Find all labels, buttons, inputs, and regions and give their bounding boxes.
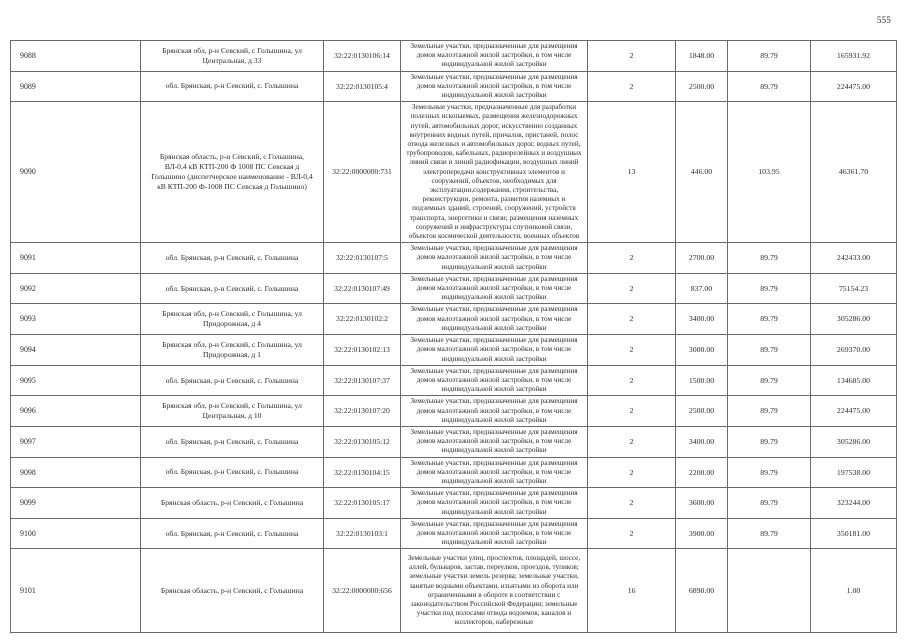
- row-number: 9094: [11, 335, 141, 366]
- permitted-use: Земельные участки, предназначенные для разработки полезных ископаемых, размещения железнодорожных путей, автомобильных дорог, искусственно созданных внутренних водных путей, причалов, пристаней, полос отвода железных и автомобильных дорог, водных путей, трубопроводов, кабельных, радиорелейных и воздушных линий связи и линий радиофикации, воздушных линий электропередачи конструктивных элементов и сооружений, объектов, необходимых для эксплуатации,содержания, строительства, реконструкции, ремонта, развития наземных и подземных зданий, строений, сооружений, устройств транспорта, энергетики и связи; размещения наземных сооружений и инфраструктуры спутниковой связи, объектов космической деятельности, военных объектов: [401, 102, 588, 243]
- cadastral-value: 242433.00: [811, 243, 897, 274]
- permitted-use: Земельные участки, предназначенные для размещения домов малоэтажной жилой застройки, в том числе индивидуальной жилой застройки: [401, 396, 588, 427]
- cadastral-value: 305286.00: [811, 304, 897, 335]
- table-row: [11, 71, 897, 102]
- row-number: 9092: [11, 273, 141, 304]
- cadastral-number: 32:22:0130103:1: [324, 518, 401, 549]
- row-number: 9088: [11, 41, 141, 72]
- unit-value: 103.95: [728, 102, 811, 243]
- permitted-use: Земельные участки, предназначенные для размещения домов малоэтажной жилой застройки, в том числе индивидуальной жилой застройки: [401, 518, 588, 549]
- area: 3400.00: [676, 426, 728, 457]
- table-row: [11, 273, 897, 304]
- permitted-use: Земельные участки, предназначенные для размещения домов малоэтажной жилой застройки, в том числе индивидуальной жилой застройки: [401, 304, 588, 335]
- area: 446.00: [676, 102, 728, 243]
- cadastral-number: 32:22:0130107:20: [324, 396, 401, 427]
- row-number: 9091: [11, 243, 141, 274]
- unit-value: 89.79: [728, 71, 811, 102]
- page-number: 555: [876, 15, 891, 25]
- land-register-table: [10, 40, 897, 633]
- cadastral-number: 32:22:0000000:731: [324, 102, 401, 243]
- cadastral-value: 134685.00: [811, 365, 897, 396]
- cadastral-value: 46361.70: [811, 102, 897, 243]
- cadastral-number: 32:22:0130107:5: [324, 243, 401, 274]
- category-code: 2: [588, 41, 676, 72]
- cadastral-number: 32:22:0130105:4: [324, 71, 401, 102]
- permitted-use: Земельные участки, предназначенные для размещения домов малоэтажной жилой застройки, в том числе индивидуальной жилой застройки: [401, 243, 588, 274]
- unit-value: 89.79: [728, 41, 811, 72]
- address-cell: обл. Брянская, р-н Севский, с. Голышина: [141, 426, 324, 457]
- cadastral-value: 323244.00: [811, 488, 897, 519]
- row-number: 9090: [11, 102, 141, 243]
- permitted-use: Земельные участки, предназначенные для размещения домов малоэтажной жилой застройки, в том числе индивидуальной жилой застройки: [401, 273, 588, 304]
- permitted-use: Земельные участки, предназначенные для размещения домов малоэтажной жилой застройки, в том числе индивидуальной жилой застройки: [401, 488, 588, 519]
- table-row: [11, 102, 897, 243]
- category-code: 2: [588, 396, 676, 427]
- address-cell: Брянская область, р-н Севский, с Голышина, ВЛ-0,4 кВ КТП-200 Ф 1008 ПС Севская д Голышино (диспетчерское наименование - ВЛ-0,4 кВ КТП-200 Ф-1008 ПС Севская д Голышино): [141, 102, 324, 243]
- permitted-use: Земельные участки, предназначенные для размещения домов малоэтажной жилой застройки, в том числе индивидуальной жилой застройки: [401, 335, 588, 366]
- table-row: [11, 365, 897, 396]
- unit-value: 89.79: [728, 518, 811, 549]
- row-number: 9089: [11, 71, 141, 102]
- area: 2200.00: [676, 457, 728, 488]
- category-code: 2: [588, 457, 676, 488]
- cadastral-value: 165931.92: [811, 41, 897, 72]
- address-cell: обл. Брянская, р-н Севский, с. Голышина: [141, 71, 324, 102]
- area: 2500.00: [676, 396, 728, 427]
- area: 1848.00: [676, 41, 728, 72]
- address-cell: Брянская обл, р-н Севский, с Голышина, ул Центральная, д 10: [141, 396, 324, 427]
- table-row: [11, 457, 897, 488]
- permitted-use: Земельные участки, предназначенные для размещения домов малоэтажной жилой застройки, в том числе индивидуальной жилой застройки: [401, 365, 588, 396]
- cadastral-value: 75154.23: [811, 273, 897, 304]
- category-code: 2: [588, 426, 676, 457]
- area: 3400.00: [676, 304, 728, 335]
- row-number: 9099: [11, 488, 141, 519]
- row-number: 9100: [11, 518, 141, 549]
- cadastral-number: 32:22:0130102:2: [324, 304, 401, 335]
- area: 2700.00: [676, 243, 728, 274]
- address-cell: Брянская обл, р-н Севский, с Голышина, ул Придорожная, д 1: [141, 335, 324, 366]
- address-cell: обл. Брянская, р-н Севский, с. Голышина: [141, 457, 324, 488]
- permitted-use: Земельные участки, предназначенные для размещения домов малоэтажной жилой застройки, в том числе индивидуальной жилой застройки: [401, 457, 588, 488]
- row-number: 9097: [11, 426, 141, 457]
- cadastral-number: 32:22:0130104:15: [324, 457, 401, 488]
- cadastral-value: 197538.00: [811, 457, 897, 488]
- row-number: 9095: [11, 365, 141, 396]
- table-row: [11, 518, 897, 549]
- category-code: 2: [588, 273, 676, 304]
- area: 837.00: [676, 273, 728, 304]
- cadastral-value: 224475.00: [811, 396, 897, 427]
- cadastral-number: 32:22:0130107:49: [324, 273, 401, 304]
- address-cell: обл. Брянская, р-н Севский, с. Голышина: [141, 243, 324, 274]
- permitted-use: Земельные участки улиц, проспектов, площадей, шоссе, аллей, бульваров, застав, переулков, проездов, тупиков; земельные участки земель резерва; земельные участки, занятые водными объектами, изъятыми из оборота или ограниченными в обороте в соответствии с законодательством Российской Федерации; земельные участки под полосами отвода водоемов, каналов и коллекторов, набережные: [401, 549, 588, 633]
- unit-value: 89.79: [728, 457, 811, 488]
- category-code: 2: [588, 243, 676, 274]
- unit-value: 89.79: [728, 488, 811, 519]
- table-body: [11, 41, 897, 633]
- cadastral-value: 269370.00: [811, 335, 897, 366]
- row-number: 9101: [11, 549, 141, 633]
- address-cell: обл. Брянская, р-н Севский, с. Голышина: [141, 518, 324, 549]
- table-row: [11, 41, 897, 72]
- row-number: 9098: [11, 457, 141, 488]
- table-row: [11, 335, 897, 366]
- table-row: [11, 549, 897, 633]
- address-cell: Брянская обл, р-н Севский, с Голышина, ул Придорожная, д 4: [141, 304, 324, 335]
- table-row: [11, 396, 897, 427]
- cadastral-number: 32:22:0130107:37: [324, 365, 401, 396]
- address-cell: обл. Брянская, р-н Севский, с. Голышина: [141, 365, 324, 396]
- cadastral-number: 32:22:0130105:12: [324, 426, 401, 457]
- area: 2500.00: [676, 71, 728, 102]
- category-code: 2: [588, 335, 676, 366]
- address-cell: Брянская область, р-н Севский, с Голышина: [141, 549, 324, 633]
- cadastral-number: 32:22:0130102:13: [324, 335, 401, 366]
- table-row: [11, 243, 897, 274]
- row-number: 9093: [11, 304, 141, 335]
- category-code: 2: [588, 488, 676, 519]
- area: 3000.00: [676, 335, 728, 366]
- permitted-use: Земельные участки, предназначенные для размещения домов малоэтажной жилой застройки, в том числе индивидуальной жилой застройки: [401, 41, 588, 72]
- category-code: 2: [588, 365, 676, 396]
- cadastral-number: 32:22:0000000:656: [324, 549, 401, 633]
- area: 3900.00: [676, 518, 728, 549]
- unit-value: 89.79: [728, 396, 811, 427]
- address-cell: Брянская область, р-н Севский, с Голышина: [141, 488, 324, 519]
- unit-value: [728, 549, 811, 633]
- area: 1500.00: [676, 365, 728, 396]
- cadastral-number: 32:22:0130106:14: [324, 41, 401, 72]
- permitted-use: Земельные участки, предназначенные для размещения домов малоэтажной жилой застройки, в том числе индивидуальной жилой застройки: [401, 71, 588, 102]
- cadastral-value: 350181.00: [811, 518, 897, 549]
- unit-value: 89.79: [728, 426, 811, 457]
- row-number: 9096: [11, 396, 141, 427]
- unit-value: 89.79: [728, 243, 811, 274]
- cadastral-value: 224475.00: [811, 71, 897, 102]
- category-code: 2: [588, 304, 676, 335]
- area: 6890.00: [676, 549, 728, 633]
- address-cell: Брянская обл, р-н Севский, с Голышина, ул Центральная, д 33: [141, 41, 324, 72]
- table-row: [11, 304, 897, 335]
- permitted-use: Земельные участки, предназначенные для размещения домов малоэтажной жилой застройки, в том числе индивидуальной жилой застройки: [401, 426, 588, 457]
- category-code: 13: [588, 102, 676, 243]
- category-code: 16: [588, 549, 676, 633]
- cadastral-value: 1.00: [811, 549, 897, 633]
- category-code: 2: [588, 518, 676, 549]
- unit-value: 89.79: [728, 365, 811, 396]
- unit-value: 89.79: [728, 304, 811, 335]
- cadastral-value: 305286.00: [811, 426, 897, 457]
- unit-value: 89.79: [728, 335, 811, 366]
- table-row: [11, 488, 897, 519]
- area: 3600.00: [676, 488, 728, 519]
- category-code: 2: [588, 71, 676, 102]
- table-row: [11, 426, 897, 457]
- address-cell: обл. Брянская, р-н Севский, с. Голышина: [141, 273, 324, 304]
- unit-value: 89.79: [728, 273, 811, 304]
- cadastral-number: 32:22:0130105:17: [324, 488, 401, 519]
